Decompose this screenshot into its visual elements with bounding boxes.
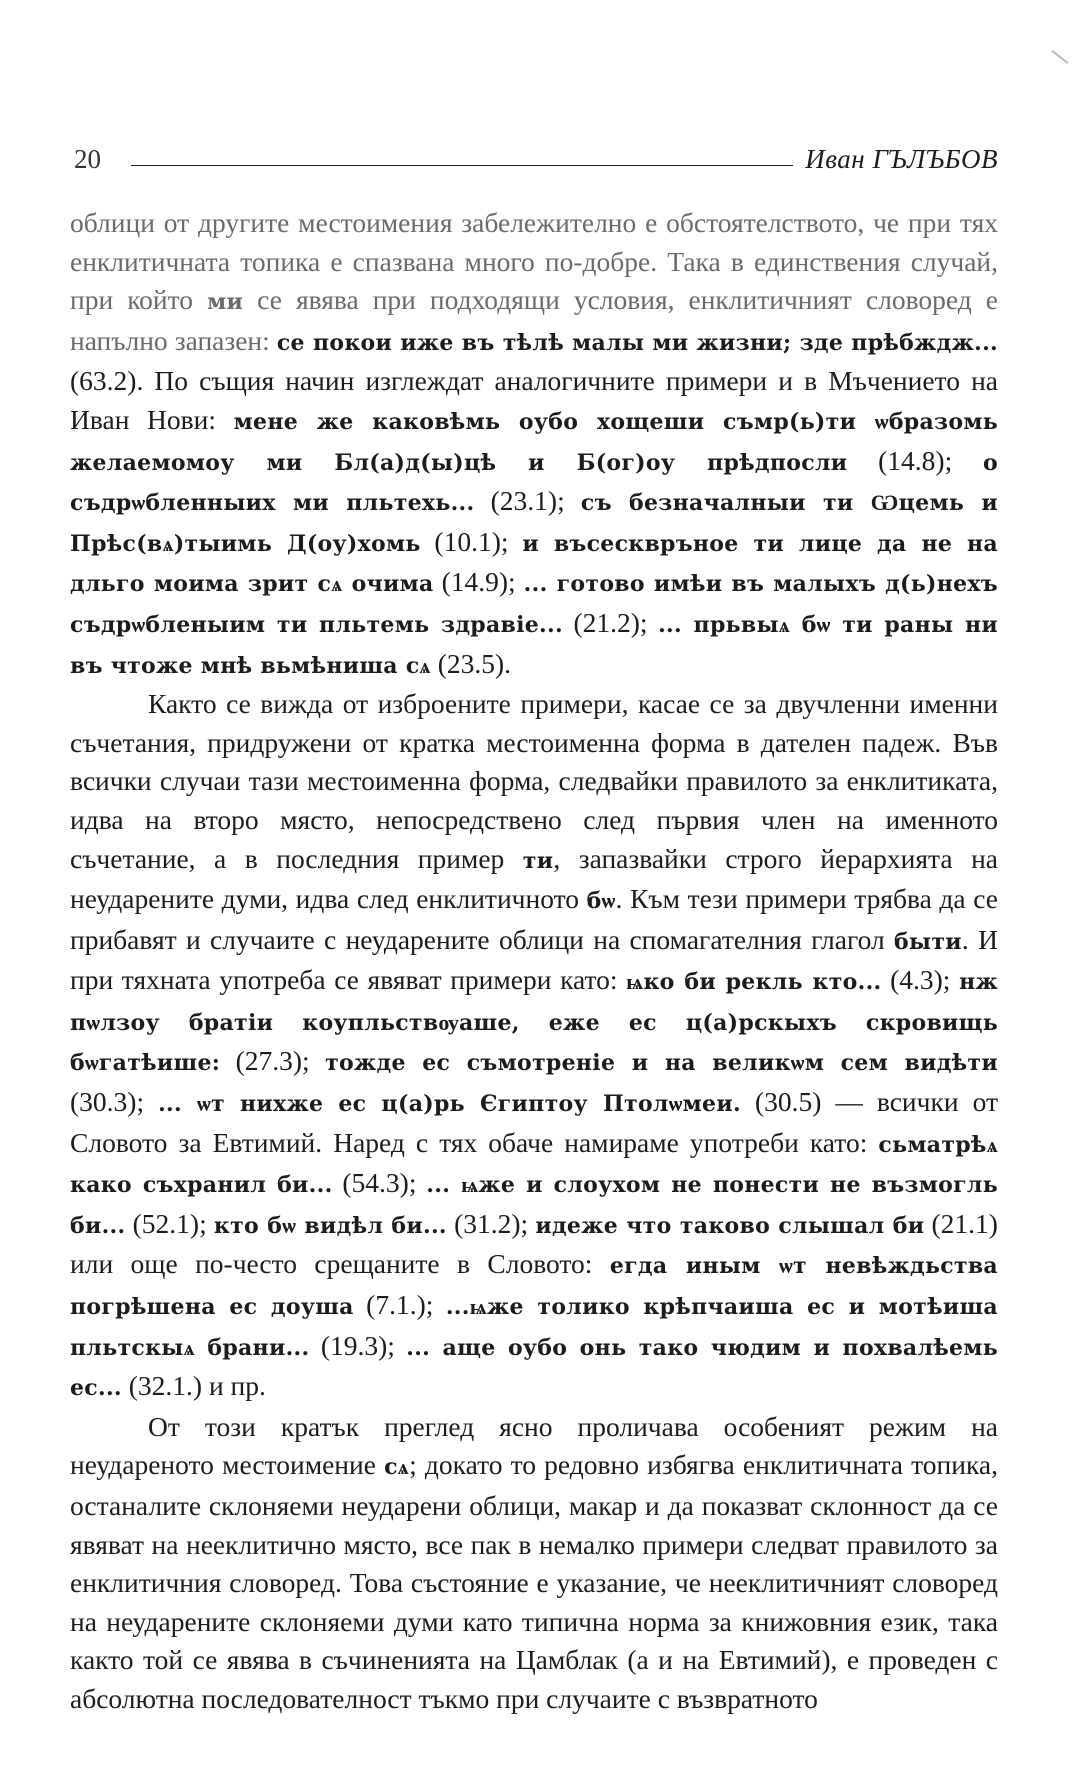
church-slavonic-quote: сѧ [384,1454,410,1481]
church-slavonic-quote: тожде ес съмотреніе и на великѡм сем видѣти [325,1050,998,1077]
text-run: (30.5) — всички от Словото за Евтимий. Наред с тях обаче намираме употреби като: [70,1086,998,1158]
text-run: (19.3); [309,1329,407,1361]
running-header [74,134,998,174]
text-run: (21.1) или още по-често срещаните в Словото: [70,1207,998,1280]
text-run: , запазвайки строго йерархията на неударените думи, идва след енклитичното [70,842,998,915]
text-run: . Към тези примери трябва да се прибавят и случаите с неударените облици на спомагателния глагол [70,883,998,955]
header-rule [131,165,793,166]
church-slavonic-quote: ... ѡт нихже ес ц(а)рь Єгиптоу Птолѡмеи. [158,1091,741,1118]
text-run: облици от другите местоимения забележително е обстоятелството, че при тях енклитичната топика е спазвана много по-добре. Така в единствения случай, при който [70,207,998,316]
text-run: (14.9); [433,566,524,598]
running-header-author: Иван ГЪЛЪБОВ [805,144,998,174]
church-slavonic-quote: егда иным ѡт невѣждьства погрѣшена ес доуша [70,1253,998,1321]
church-slavonic-quote: быти [894,928,962,955]
text-run: (21.2); [562,606,659,638]
paragraph-3 [70,1408,998,1719]
paragraph-2 [70,685,998,1408]
church-slavonic-quote: бѡ [586,888,616,915]
church-slavonic-quote: ѩко би рекль кто... [626,969,882,996]
text-run: (32.1.) и пр. [121,1370,266,1402]
church-slavonic-quote: ... прьвыѧ бѡ ти раны ни въ чтоже мнѣ вьмѣниша сѧ [70,611,998,679]
text-run: (14.8); [847,444,983,476]
church-slavonic-quote: ти [522,847,554,874]
church-slavonic-quote: ... ѩже и слоухом не понести не възмогль би... [70,1172,998,1239]
text-run: (4.3); [881,964,960,996]
text-run: се явява при подходящи условия, енклитичният словоред е напълно запазен: [70,284,998,356]
church-slavonic-quote: сьматрѣѧ како съхранил би... [70,1131,998,1199]
church-slavonic-quote: о съдрѡбленныих ми пльтехь... [70,449,998,517]
church-slavonic-quote: ми [207,289,244,316]
church-slavonic-quote: ... аще оубо онь тако чюдим и похвалѣемь ес... [70,1334,998,1402]
church-slavonic-quote: мене же каковѣмь оубо хощеши съмр(ь)ти ѡбразомь желаемомоу ми Бл(а)д(ы)цѣ и Б(ог)оу прѣдпосли [70,408,998,476]
text-run: ; докато то редовно избягва енклитичната топика, останалите склоняеми неударени облици, макар и да показват склонност да се явяват на нееклитично място, все пак в немалко примери следват правилото за енклитичния словоред. Това състояние е указание, че нееклитичният словоред на неударените склоняеми думи като типична норма за книжовния език, така както той се явява в съчиненията на Цамблак (а и на Евтимий), е проведен с абсолютна последователност тъкмо при случаите с възвратното [70,1449,998,1714]
church-slavonic-quote: ... готово имѣи въ малыхъ д(ь)нехъ съдрѡбленыим ти пльтемь здравіе... [70,571,998,638]
text-body [70,204,998,1719]
text-run: (30.3); [70,1086,159,1118]
text-run: (31.2); [446,1207,536,1239]
church-slavonic-quote: нж пѡлзоу братіи коупльствѹаше, еже ес ц(а)рскыхъ скровищь бѡгатѣише: [70,969,998,1077]
text-run: (10.1); [420,525,523,557]
text-run: (7.1.); [353,1289,446,1321]
text-run: (54.3); [332,1167,427,1199]
text-run: (23.1); [474,485,581,517]
text-run: От този кратък преглед ясно проличава особеният режим на неударeното местоимение [70,1410,998,1481]
text-run: . И при тяхната употреба се явяват примери като: [70,923,998,996]
scan-margin-mark [1052,50,1069,64]
church-slavonic-quote: идеже что таково слышал би [535,1212,925,1239]
text-run: (27.3); [220,1045,326,1077]
text-run: (23.5). [430,647,512,679]
text-run: (63.2). По същия начин изглеждат аналогичните примери и в Мъчението на Иван Нови: [70,365,998,435]
page-number: 20 [74,144,101,174]
church-slavonic-quote: и въсесквръное ти лице да не на дльго моима зрит сѧ очима [70,530,998,598]
paragraph-1 [70,204,998,685]
text-run: Както се вижда от изброените примери, касае се за двучленни именни съчетания, придружени от кратка местоименна форма в дателен падеж. Във всички случаи тази местоименна форма, следвайки правилото за енклитиката, идва на второ място, непосредствено след първия член на именното съчетание, а в последния пример [70,688,998,874]
church-slavonic-quote: ...ѩже толико крѣпчаиша ес и мотѣиша пльтскыѧ брани... [70,1294,998,1361]
church-slavonic-quote: се покои иже въ тѣлѣ малы ми жизни; зде прѣбждж... [276,329,999,356]
church-slavonic-quote: кто бѡ видѣл би... [213,1212,447,1239]
church-slavonic-quote: съ безначалныи ти Ѡцемь и Прѣс(вѧ)тыимь Д(оу)хомь [70,490,998,557]
text-run: (52.1); [125,1207,214,1239]
